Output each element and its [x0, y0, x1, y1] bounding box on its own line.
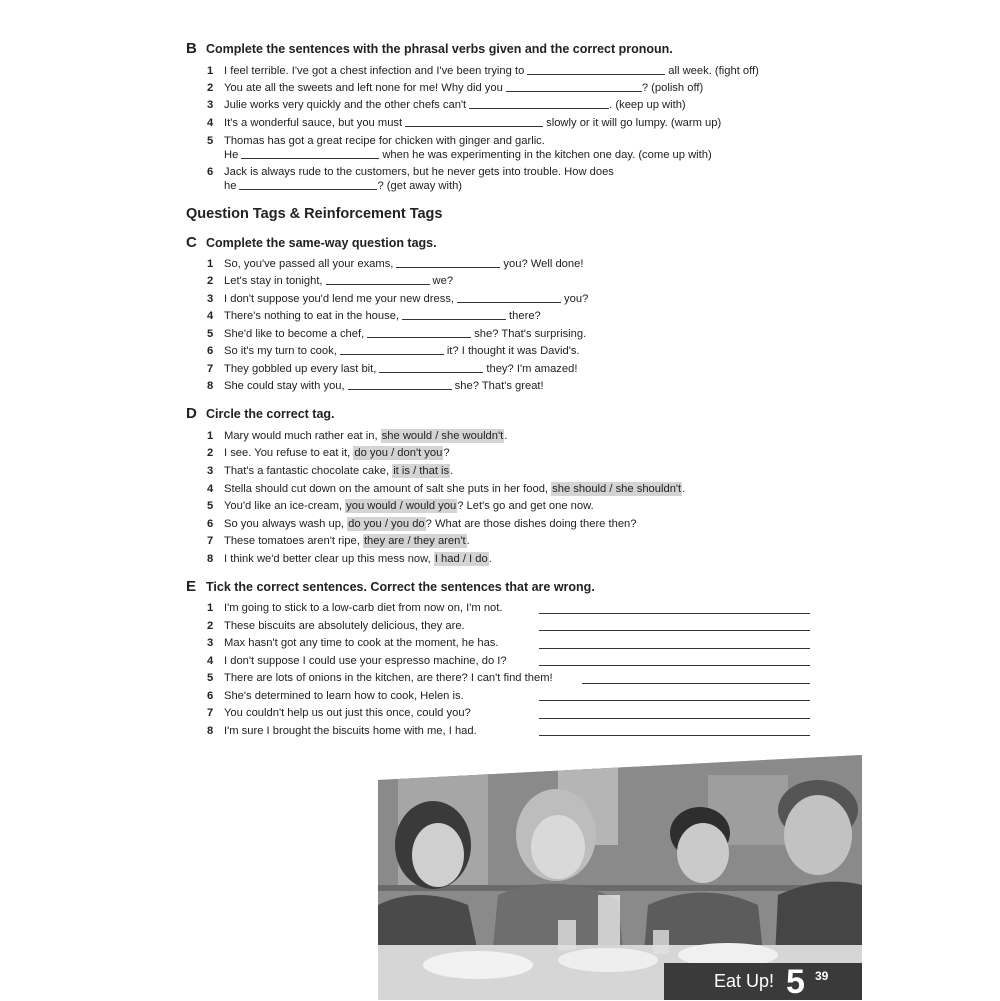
- section-heading: Question Tags & Reinforcement Tags: [186, 206, 443, 222]
- section-title: Tick the correct sentences. Correct the sentences that are wrong.: [206, 580, 595, 594]
- exercise-item: [207, 274, 453, 288]
- page-number: 39: [814, 969, 829, 983]
- section-letter: B: [186, 40, 197, 57]
- exercise-item: [207, 464, 453, 478]
- item-text: ? What are those dishes doing there then?: [425, 518, 637, 530]
- tag-choice[interactable]: they are / they aren't: [363, 535, 466, 547]
- item-text: .: [504, 430, 508, 442]
- item-number: 4: [207, 310, 214, 322]
- item-text: .: [466, 535, 470, 547]
- tag-choice[interactable]: she would / she wouldn't: [381, 430, 504, 442]
- answer-blank[interactable]: [527, 64, 665, 75]
- item-text: when he was experimenting in the kitchen one day. (come up with): [382, 149, 712, 161]
- item-text: I don't suppose you'd lend me your new dress,: [224, 293, 455, 305]
- exercise-item-continued: [224, 179, 462, 193]
- item-number: 2: [207, 620, 214, 632]
- item-number: 5: [207, 500, 214, 512]
- unit-number: 5: [786, 962, 805, 1001]
- item-text: Stella should cut down on the amount of salt she puts in her food,: [224, 483, 549, 495]
- exercise-item: [207, 446, 450, 460]
- tag-choice[interactable]: do you / you do: [348, 518, 425, 530]
- exercise-item-continued: [224, 148, 712, 162]
- item-text: .: [682, 483, 686, 495]
- item-text: she? That's great!: [454, 380, 544, 392]
- section-b-header: [186, 40, 673, 57]
- answer-blank[interactable]: [239, 179, 377, 190]
- item-text: These tomatoes aren't ripe,: [224, 535, 360, 547]
- item-number: 4: [207, 117, 214, 129]
- tag-choice[interactable]: I had / I do: [434, 553, 488, 565]
- item-text: I see. You refuse to eat it,: [224, 447, 351, 459]
- answer-line[interactable]: [539, 717, 810, 719]
- item-number: 2: [207, 82, 214, 94]
- answer-line[interactable]: [539, 734, 810, 736]
- answer-blank[interactable]: [340, 344, 444, 355]
- tag-choice[interactable]: she should / she shouldn't: [552, 483, 682, 495]
- item-number: 2: [207, 447, 214, 459]
- exercise-item: [207, 81, 703, 95]
- item-text: These biscuits are absolutely delicious, they are.: [224, 620, 465, 632]
- unit-footer: [664, 963, 862, 1000]
- section-letter: C: [186, 234, 197, 251]
- item-number: 1: [207, 430, 214, 442]
- exercise-item: [207, 671, 553, 685]
- exercise-item: [207, 362, 577, 376]
- item-number: 8: [207, 725, 214, 737]
- item-text: He: [224, 149, 239, 161]
- item-text: ? (get away with): [377, 180, 463, 192]
- item-text: Thomas has got a great recipe for chicken with ginger and garlic.: [224, 135, 545, 147]
- item-text: So you always wash up,: [224, 518, 345, 530]
- exercise-item: [207, 344, 580, 358]
- item-text: You ate all the sweets and left none for me! Why did you: [224, 82, 503, 94]
- item-number: 1: [207, 602, 214, 614]
- item-text: There are lots of onions in the kitchen, are there? I can't find them!: [224, 672, 553, 684]
- exercise-item: [207, 292, 588, 306]
- answer-blank[interactable]: [367, 327, 471, 338]
- exercise-item: [207, 636, 499, 650]
- exercise-item: [207, 116, 721, 130]
- item-number: 3: [207, 637, 214, 649]
- item-text: Jack is always rude to the customers, but he never gets into trouble. How does: [224, 166, 614, 178]
- item-number: 3: [207, 465, 214, 477]
- answer-blank[interactable]: [326, 274, 430, 285]
- tag-choice[interactable]: do you / don't you: [354, 447, 443, 459]
- exercise-item: [207, 165, 614, 179]
- item-text: I think we'd better clear up this mess now,: [224, 553, 431, 565]
- exercise-item: [207, 257, 583, 271]
- item-text: ?: [443, 447, 450, 459]
- exercise-item: [207, 601, 502, 615]
- item-text: he: [224, 180, 237, 192]
- section-letter: E: [186, 578, 197, 595]
- section-letter: D: [186, 405, 197, 422]
- item-text: I feel terrible. I've got a chest infection and I've been trying to: [224, 65, 525, 77]
- item-text: there?: [509, 310, 541, 322]
- item-text: she? That's surprising.: [474, 328, 587, 340]
- item-number: 5: [207, 328, 214, 340]
- item-number: 6: [207, 345, 214, 357]
- item-text: . (keep up with): [609, 99, 686, 111]
- exercise-item: [207, 706, 471, 720]
- item-text: it? I thought it was David's.: [446, 345, 580, 357]
- answer-blank[interactable]: [469, 98, 609, 109]
- item-text: I don't suppose I could use your espresso machine, do I?: [224, 655, 507, 667]
- exercise-item: [207, 309, 541, 323]
- item-text: you?: [564, 293, 589, 305]
- item-text: Let's stay in tonight,: [224, 275, 323, 287]
- answer-blank[interactable]: [348, 379, 452, 390]
- answer-blank[interactable]: [457, 292, 561, 303]
- exercise-item: [207, 534, 470, 548]
- item-number: 7: [207, 363, 214, 375]
- item-text: slowly or it will go lumpy. (warm up): [546, 117, 722, 129]
- item-number: 8: [207, 380, 214, 392]
- item-text: ? Let's go and get one now.: [457, 500, 594, 512]
- answer-blank[interactable]: [402, 309, 506, 320]
- item-text: She could stay with you,: [224, 380, 345, 392]
- answer-line[interactable]: [582, 682, 810, 684]
- item-number: 1: [207, 258, 214, 270]
- exercise-item: [207, 429, 507, 443]
- item-text: So it's my turn to cook,: [224, 345, 337, 357]
- item-text: .: [450, 465, 454, 477]
- item-text: Max hasn't got any time to cook at the moment, he has.: [224, 637, 499, 649]
- section-e-header: [186, 578, 595, 595]
- item-text: we?: [432, 275, 454, 287]
- item-number: 4: [207, 483, 214, 495]
- item-number: 8: [207, 553, 214, 565]
- exercise-item: [207, 619, 465, 633]
- item-number: 3: [207, 99, 214, 111]
- item-number: 1: [207, 65, 214, 77]
- tag-choice[interactable]: it is / that is: [393, 465, 450, 477]
- item-text: ? (polish off): [641, 82, 704, 94]
- answer-line[interactable]: [539, 664, 810, 666]
- section-d-header: [186, 405, 335, 422]
- item-text: She's determined to learn how to cook, Helen is.: [224, 690, 464, 702]
- item-number: 5: [207, 672, 214, 684]
- item-number: 5: [207, 135, 214, 147]
- item-text: So, you've passed all your exams,: [224, 258, 394, 270]
- item-text: Mary would much rather eat in,: [224, 430, 378, 442]
- item-text: I'm sure I brought the biscuits home with me, I had.: [224, 725, 477, 737]
- item-text: There's nothing to eat in the house,: [224, 310, 400, 322]
- exercise-item: [207, 64, 759, 78]
- item-number: 4: [207, 655, 214, 667]
- exercise-item: [207, 689, 464, 703]
- item-number: 6: [207, 690, 214, 702]
- item-number: 6: [207, 166, 214, 178]
- item-text: She'd like to become a chef,: [224, 328, 365, 340]
- answer-blank[interactable]: [506, 81, 642, 92]
- item-text: all week. (fight off): [668, 65, 759, 77]
- item-text: They gobbled up every last bit,: [224, 363, 377, 375]
- item-text: they? I'm amazed!: [486, 363, 578, 375]
- answer-blank[interactable]: [396, 257, 500, 268]
- item-number: 6: [207, 518, 214, 530]
- exercise-item: [207, 499, 594, 513]
- exercise-item: [207, 98, 686, 112]
- exercise-item: [207, 552, 492, 566]
- exercise-item: [207, 724, 477, 738]
- exercise-item: [207, 379, 544, 393]
- item-text: .: [488, 553, 492, 565]
- item-text: Julie works very quickly and the other chefs can't: [224, 99, 467, 111]
- section-c-header: [186, 234, 437, 251]
- answer-line[interactable]: [539, 699, 810, 701]
- exercise-item: [207, 482, 685, 496]
- exercise-item: [207, 134, 545, 148]
- exercise-item: [207, 654, 507, 668]
- answer-blank[interactable]: [379, 362, 483, 373]
- tag-choice[interactable]: you would / would you: [346, 500, 457, 512]
- item-text: That's a fantastic chocolate cake,: [224, 465, 390, 477]
- item-text: you? Well done!: [503, 258, 584, 270]
- exercise-item: [207, 327, 586, 341]
- exercise-item: [207, 517, 637, 531]
- unit-title: Eat Up!: [714, 971, 775, 991]
- section-title: Complete the sentences with the phrasal verbs given and the correct pronoun.: [206, 42, 673, 56]
- item-text: You couldn't help us out just this once, could you?: [224, 707, 471, 719]
- item-number: 7: [207, 707, 214, 719]
- item-text: You'd like an ice-cream,: [224, 500, 343, 512]
- answer-blank[interactable]: [241, 148, 379, 159]
- item-number: 2: [207, 275, 214, 287]
- item-text: It's a wonderful sauce, but you must: [224, 117, 403, 129]
- item-number: 7: [207, 535, 214, 547]
- answer-line[interactable]: [539, 647, 810, 649]
- answer-blank[interactable]: [405, 116, 543, 127]
- item-number: 3: [207, 293, 214, 305]
- answer-line[interactable]: [539, 629, 810, 631]
- answer-line[interactable]: [539, 612, 810, 614]
- section-title: Complete the same-way question tags.: [206, 236, 437, 250]
- section-title: Circle the correct tag.: [206, 407, 335, 421]
- item-text: I'm going to stick to a low-carb diet from now on, I'm not.: [224, 602, 503, 614]
